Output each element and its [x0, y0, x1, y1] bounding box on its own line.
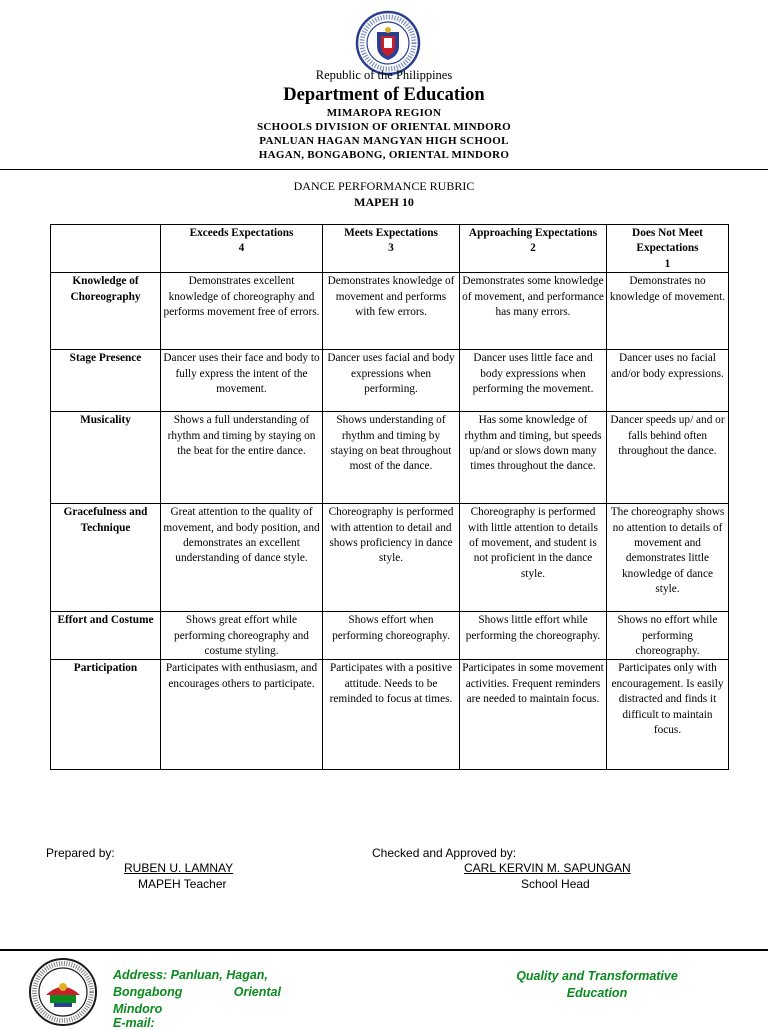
header-label: Meets Expectations [344, 227, 438, 239]
table-row [51, 273, 729, 350]
checked-by-label: Checked and Approved by: [372, 846, 517, 860]
republic-line: Republic of the Philippines [315, 68, 453, 82]
descriptor-cell: Great attention to the quality of movement, and body position, and demonstrates an excellent understanding of dance style. [161, 504, 323, 612]
criterion-cell: Gracefulness and Technique [51, 504, 161, 612]
header-label: Exceeds Expectations [189, 227, 294, 239]
criterion-cell: Knowledge of Choreography [51, 273, 161, 350]
deped-seal-logo [355, 10, 421, 76]
region-line: MIMAROPA REGION [326, 107, 442, 119]
header-col-3 [323, 225, 460, 273]
descriptor-cell: Participates with enthusiasm, and encourages others to participate. [161, 660, 323, 770]
descriptor-cell: Shows great effort while performing choreography and costume styling. [161, 612, 323, 660]
descriptor-cell: Has some knowledge of rhythm and timing, but speeds up/and or slows down many times throughout the dance. [460, 412, 607, 504]
school-line: PANLUAN HAGAN MANGYAN HIGH SCHOOL [259, 135, 509, 147]
descriptor-cell: Demonstrates some knowledge of movement, and performance has many errors. [460, 273, 607, 350]
descriptor-cell: Dancer uses facial and body expressions when performing. [323, 350, 460, 412]
table-row [51, 660, 729, 770]
header-label: Does Not Meet Expectations [632, 227, 703, 255]
descriptor-cell: Shows effort when performing choreography. [323, 612, 460, 660]
descriptor-cell: Dancer uses their face and body to fully express the intent of the movement. [161, 350, 323, 412]
rubric-subject: MAPEH 10 [354, 195, 414, 209]
motto-line-1: Quality and Transformative [516, 969, 678, 983]
header-col-2 [460, 225, 607, 273]
descriptor-cell: Shows no effort while performing choreography. [607, 612, 729, 660]
descriptor-cell: Participates with a positive attitude. Needs to be reminded to focus at times. [323, 660, 460, 770]
address-province: Oriental [233, 985, 281, 999]
descriptor-cell: The choreography shows no attention to details of movement and demonstrates little knowledge of dance style. [607, 504, 729, 612]
table-row [51, 350, 729, 412]
prepared-by-label: Prepared by: [46, 846, 115, 860]
rubric-table [50, 224, 729, 770]
descriptor-cell: Shows understanding of rhythm and timing by staying on beat throughout most of the dance. [323, 412, 460, 504]
descriptor-cell: Choreography is performed with little attention to details of movement, and student is not proficient in the dance style. [460, 504, 607, 612]
header-score: 3 [388, 242, 394, 255]
footer-divider [0, 949, 768, 951]
descriptor-cell: Shows a full understanding of rhythm and timing by staying on the beat for the entire dance. [161, 412, 323, 504]
criterion-cell: Musicality [51, 412, 161, 504]
header-col-1 [607, 225, 729, 273]
descriptor-cell: Dancer uses no facial and/or body expressions. [607, 350, 729, 412]
header-score: 2 [530, 242, 536, 255]
header-label: Approaching Expectations [468, 227, 598, 239]
preparer-position: MAPEH Teacher [138, 877, 227, 891]
descriptor-cell: Shows little effort while performing the choreography. [460, 612, 607, 660]
criterion-cell: Stage Presence [51, 350, 161, 412]
descriptor-cell: Participates in some movement activities. Frequent reminders are needed to maintain focus. [460, 660, 607, 770]
header-score: 4 [238, 242, 245, 255]
descriptor-cell: Participates only with encouragement. Is easily distracted and finds it difficult to maintain focus. [607, 660, 729, 770]
header-divider [0, 169, 768, 170]
email-label: E-mail: [113, 1016, 155, 1030]
address-line-2 [113, 985, 281, 999]
criterion-cell: Effort and Costume [51, 612, 161, 660]
descriptor-cell: Choreography is performed with attention to detail and shows proficiency in dance style. [323, 504, 460, 612]
preparer-name: RUBEN U. LAMNAY [124, 861, 234, 875]
header-col-4 [161, 225, 323, 273]
criterion-cell: Participation [51, 660, 161, 770]
rubric-header-row [51, 225, 729, 273]
approver-name: CARL KERVIN M. SAPUNGAN [464, 861, 631, 875]
table-row [51, 504, 729, 612]
descriptor-cell: Dancer uses little face and body expressions when performing the movement. [460, 350, 607, 412]
school-seal-logo [28, 957, 98, 1027]
address-line-1: Address: Panluan, Hagan, [113, 968, 268, 982]
descriptor-cell: Dancer speeds up/ and or falls behind often throughout the dance. [607, 412, 729, 504]
location-line: HAGAN, BONGABONG, ORIENTAL MINDORO [258, 149, 510, 161]
division-line: SCHOOLS DIVISION OF ORIENTAL MINDORO [256, 121, 512, 133]
approver-position: School Head [521, 877, 590, 891]
motto-line-2: Education [566, 986, 628, 1000]
descriptor-cell: Demonstrates no knowledge of movement. [607, 273, 729, 350]
address-town: Bongabong [113, 985, 183, 999]
descriptor-cell: Demonstrates knowledge of movement and performs with few errors. [323, 273, 460, 350]
descriptor-cell: Demonstrates excellent knowledge of choreography and performs movement free of errors. [161, 273, 323, 350]
rubric-title: DANCE PERFORMANCE RUBRIC [293, 179, 475, 193]
department-title: Department of Education [283, 85, 485, 105]
table-row [51, 412, 729, 504]
address-line-3: Mindoro [113, 1002, 163, 1016]
header-score: 1 [664, 257, 671, 270]
header-criteria-cell [51, 225, 161, 273]
table-row [51, 612, 729, 660]
